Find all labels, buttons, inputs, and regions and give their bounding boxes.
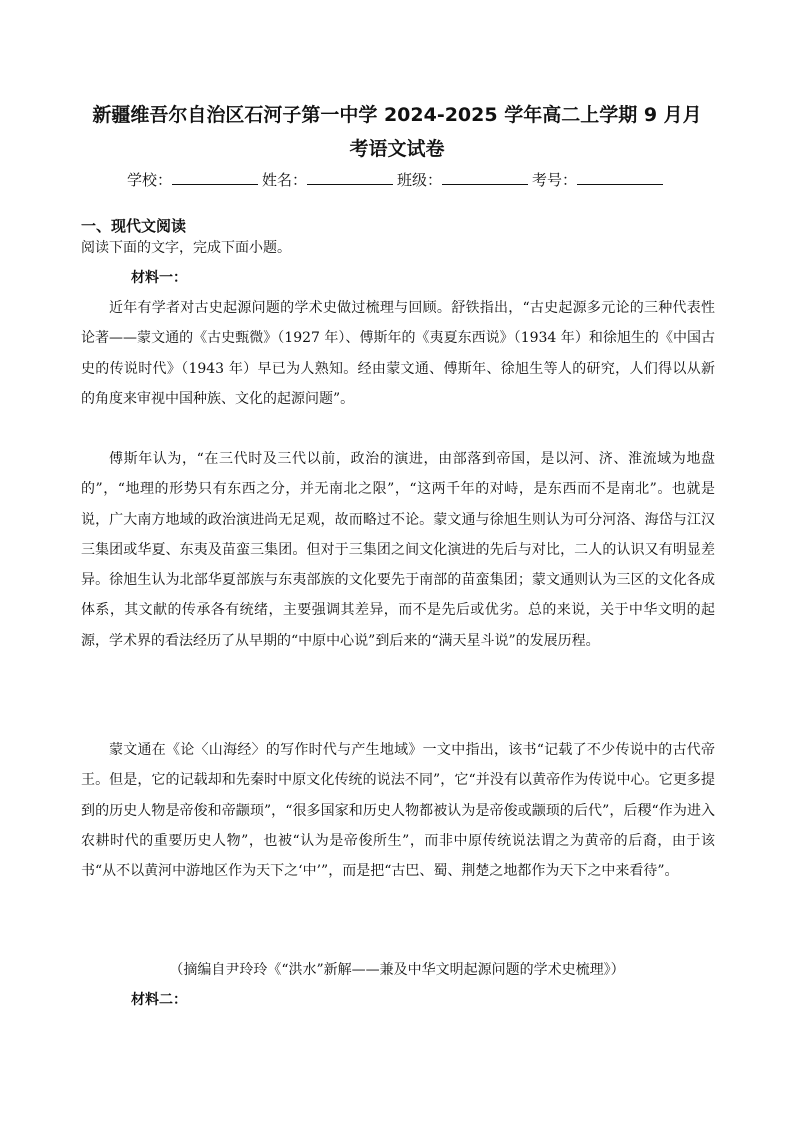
name-label: 姓名： (261, 171, 307, 189)
exam-number-blank[interactable] (577, 170, 663, 185)
material-1-paragraph: 蒙文通在《论〈山海经〉的写作时代与产生地域》一文中指出，该书“记载了不少传说中的古代帝王。但是，它的记载却和先秦时中原文化传统的说法不同”，它“并没有以黄帝作为传说中心。它更多提到的历史人物是帝俊和帝颛顼”，“很多国家和历史人物都被认为是帝俊或颛顼的后代”，后稷“作为进入农耕时代的重要历史人物”，也被“认为是帝俊所生”，而非中原传统说法谓之为黄帝的后裔，由于该书“从不以黄河中游地区作为天下之‘中’”，而是把“古巴、蜀、荆楚之地都作为天下之中来看待”。 (81, 742, 715, 880)
material-1-label: 材料一： (131, 270, 187, 286)
class-label: 班级： (397, 171, 443, 189)
exam-number-label: 考号： (532, 171, 578, 189)
school-blank[interactable] (172, 170, 258, 185)
student-info-row (0, 168, 794, 192)
exam-title-line-1: 新疆维吾尔自治区石河子第一中学 2024-2025 学年高二上学期 9 月月 (92, 104, 702, 126)
section-heading: 一、现代文阅读 (81, 217, 187, 235)
exam-title-line-2: 考语文试卷 (349, 138, 445, 160)
name-blank[interactable] (307, 170, 393, 185)
material-1-paragraph: 近年有学者对古史起源问题的学术史做过梳理与回顾。舒铁指出，“古史起源多元论的三种代表性论著——蒙文通的《古史甄微》（1927 年）、傅斯年的《夷夏东西说》（1934 年）和徐旭生的《中国古史的传说时代》（1943 年）早已为人熟知。经由蒙文通、傅斯年、徐旭生等人的研究，人们得以从新的角度来审视中国种族、文化的起源问题”。 (81, 300, 715, 407)
school-label: 学校： (126, 171, 172, 189)
reading-instruction: 阅读下面的文字，完成下面小题。 (81, 240, 291, 256)
material-1-paragraph: 傅斯年认为，“在三代时及三代以前，政治的演进，由部落到帝国，是以河、济、淮流域为地盘的”，“地理的形势只有东西之分，并无南北之限”，“这两千年的对峙，是东西而不是南北”。也就是说，广大南方地域的政治演进尚无足观，故而略过不论。蒙文通与徐旭生则认为可分河洛、海岱与江汉三集团或华夏、东夷及苗蛮三集团。但对于三集团之间文化演进的先后与对比，二人的认识又有明显差异。徐旭生认为北部华夏部族与东夷部族的文化要先于南部的苗蛮集团；蒙文通则认为三区的文化各成体系，其文献的传承各有统绪，主要强调其差异，而不是先后或优劣。总的来说，关于中华文明的起源，学术界的看法经历了从早期的“中原中心说”到后来的“满天星斗说”的发展历程。 (81, 451, 715, 649)
material-1-source: （摘编自尹玲玲《“洪水”新解——兼及中华文明起源问题的学术史梳理》） (169, 962, 625, 978)
material-2-label: 材料二： (131, 992, 187, 1008)
class-blank[interactable] (442, 170, 528, 185)
